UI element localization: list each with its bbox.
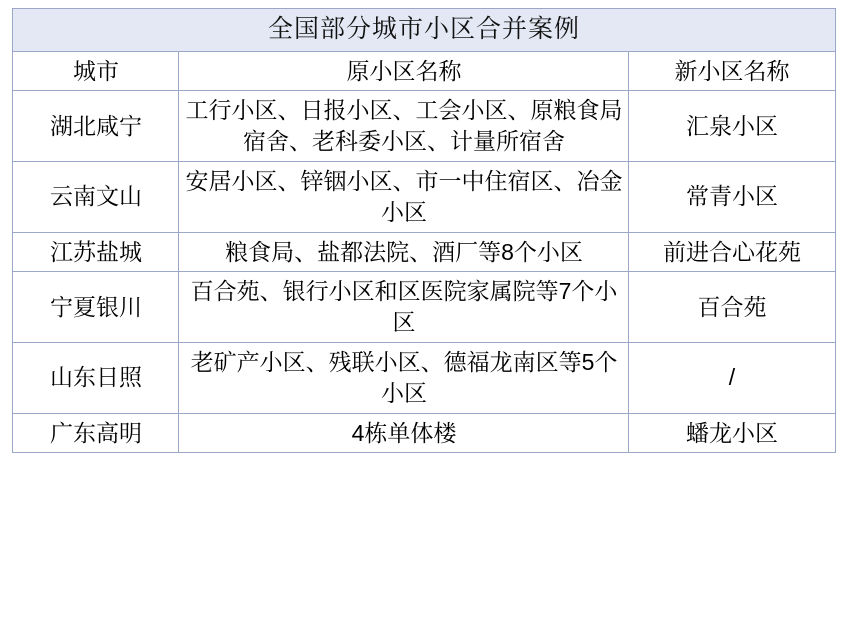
cell-old-names: 4栋单体楼 [179,413,629,453]
cell-city: 湖北咸宁 [13,91,179,162]
table-row [13,272,835,343]
cell-city: 山东日照 [13,343,179,414]
cell-city: 云南文山 [13,161,179,232]
cell-new-name: / [629,343,835,414]
table-row [13,232,835,272]
table-title: 全国部分城市小区合并案例 [13,9,835,52]
cell-old-names: 粮食局、盐都法院、酒厂等8个小区 [179,232,629,272]
column-header-old-names: 原小区名称 [179,51,629,91]
cell-new-name: 汇泉小区 [629,91,835,162]
city-merge-table [12,8,835,453]
table-title-row [13,9,835,52]
table-row [13,161,835,232]
cell-old-names: 安居小区、锌铟小区、市一中住宿区、冶金小区 [179,161,629,232]
table-header-row [13,51,835,91]
cell-new-name: 百合苑 [629,272,835,343]
table-row [13,413,835,453]
cell-city: 宁夏银川 [13,272,179,343]
column-header-city: 城市 [13,51,179,91]
column-header-new-name: 新小区名称 [629,51,835,91]
cell-old-names: 工行小区、日报小区、工会小区、原粮食局宿舍、老科委小区、计量所宿舍 [179,91,629,162]
cell-new-name: 前进合心花苑 [629,232,835,272]
table-row [13,343,835,414]
cell-old-names: 老矿产小区、残联小区、德福龙南区等5个小区 [179,343,629,414]
cell-new-name: 常青小区 [629,161,835,232]
cell-city: 江苏盐城 [13,232,179,272]
cell-old-names: 百合苑、银行小区和区医院家属院等7个小区 [179,272,629,343]
cell-city: 广东高明 [13,413,179,453]
table-row [13,91,835,162]
cell-new-name: 蟠龙小区 [629,413,835,453]
